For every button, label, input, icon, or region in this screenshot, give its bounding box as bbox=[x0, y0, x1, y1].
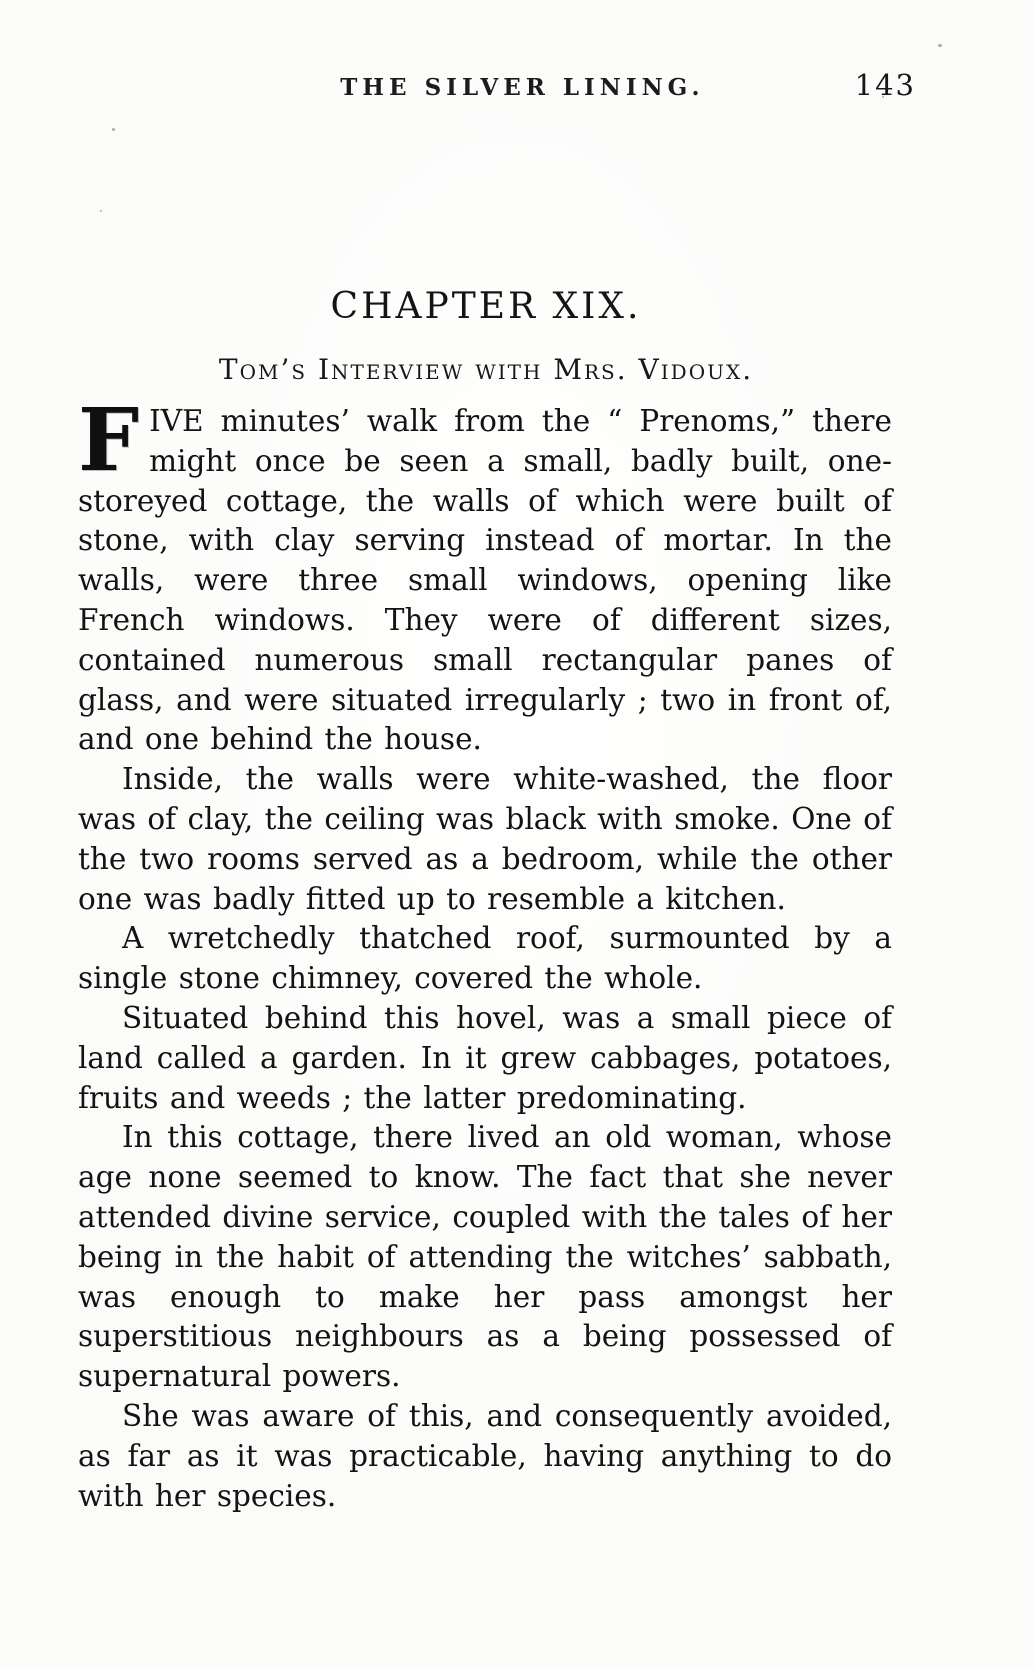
paragraph-text: Inside, the walls were white-washed, the floor was of clay, the ceiling was black with smoke. One of the two rooms served as a bedroom, while the other one was badly fitted up to resemble a kitchen. bbox=[78, 762, 892, 916]
scan-speck bbox=[100, 210, 102, 212]
page-number: 143 bbox=[854, 68, 916, 102]
running-header bbox=[80, 68, 916, 102]
paragraph-text: She was aware of this, and consequently avoided, as far as it was practicable, having anything to do with her species. bbox=[78, 1398, 892, 1513]
paragraph-text: In this cottage, there lived an old woman, whose age none seemed to know. The fact that she never attended divine service, coupled with the tales of her being in the habit of attending the witches’ sabbath, was enough to make her pass amongst her superstitious neighbours as a being possessed of supernatural powers. bbox=[78, 1120, 892, 1394]
scan-speck bbox=[938, 44, 942, 47]
chapter-heading-block bbox=[80, 286, 892, 386]
body-text bbox=[78, 390, 892, 1516]
chapter-subtitle: Tom’s Interview with Mrs. Vidoux. bbox=[218, 353, 754, 386]
paragraph bbox=[78, 999, 892, 1118]
paragraph bbox=[78, 760, 892, 919]
paragraph-text: IVE minutes’ walk from the “ Prenoms,” there might once be seen a small, badly built, one-storeyed cottage, the walls of which were built of stone, with clay serving instead of mortar. In the walls, were three small windows, opening like French windows. They were of different sizes, contained numerous small rectangular panes of glass, and were situated irregularly ; two in front of, and one behind the house. bbox=[78, 404, 892, 757]
paragraph bbox=[78, 1118, 892, 1397]
paragraph bbox=[78, 390, 892, 760]
paragraph bbox=[78, 1397, 892, 1516]
paragraph-text: A wretchedly thatched roof, surmounted by a single stone chimney, covered the whole. bbox=[78, 921, 892, 996]
drop-cap-initial: F bbox=[78, 390, 140, 491]
chapter-heading: CHAPTER XIX. bbox=[330, 286, 642, 327]
paragraph-text: Situated behind this hovel, was a small piece of land called a garden. In it grew cabbages, potatoes, fruits and weeds ; the latter predominating. bbox=[78, 1000, 892, 1115]
running-title: THE SILVER LINING. bbox=[340, 74, 705, 101]
scan-speck bbox=[112, 128, 115, 131]
paragraph bbox=[78, 919, 892, 999]
